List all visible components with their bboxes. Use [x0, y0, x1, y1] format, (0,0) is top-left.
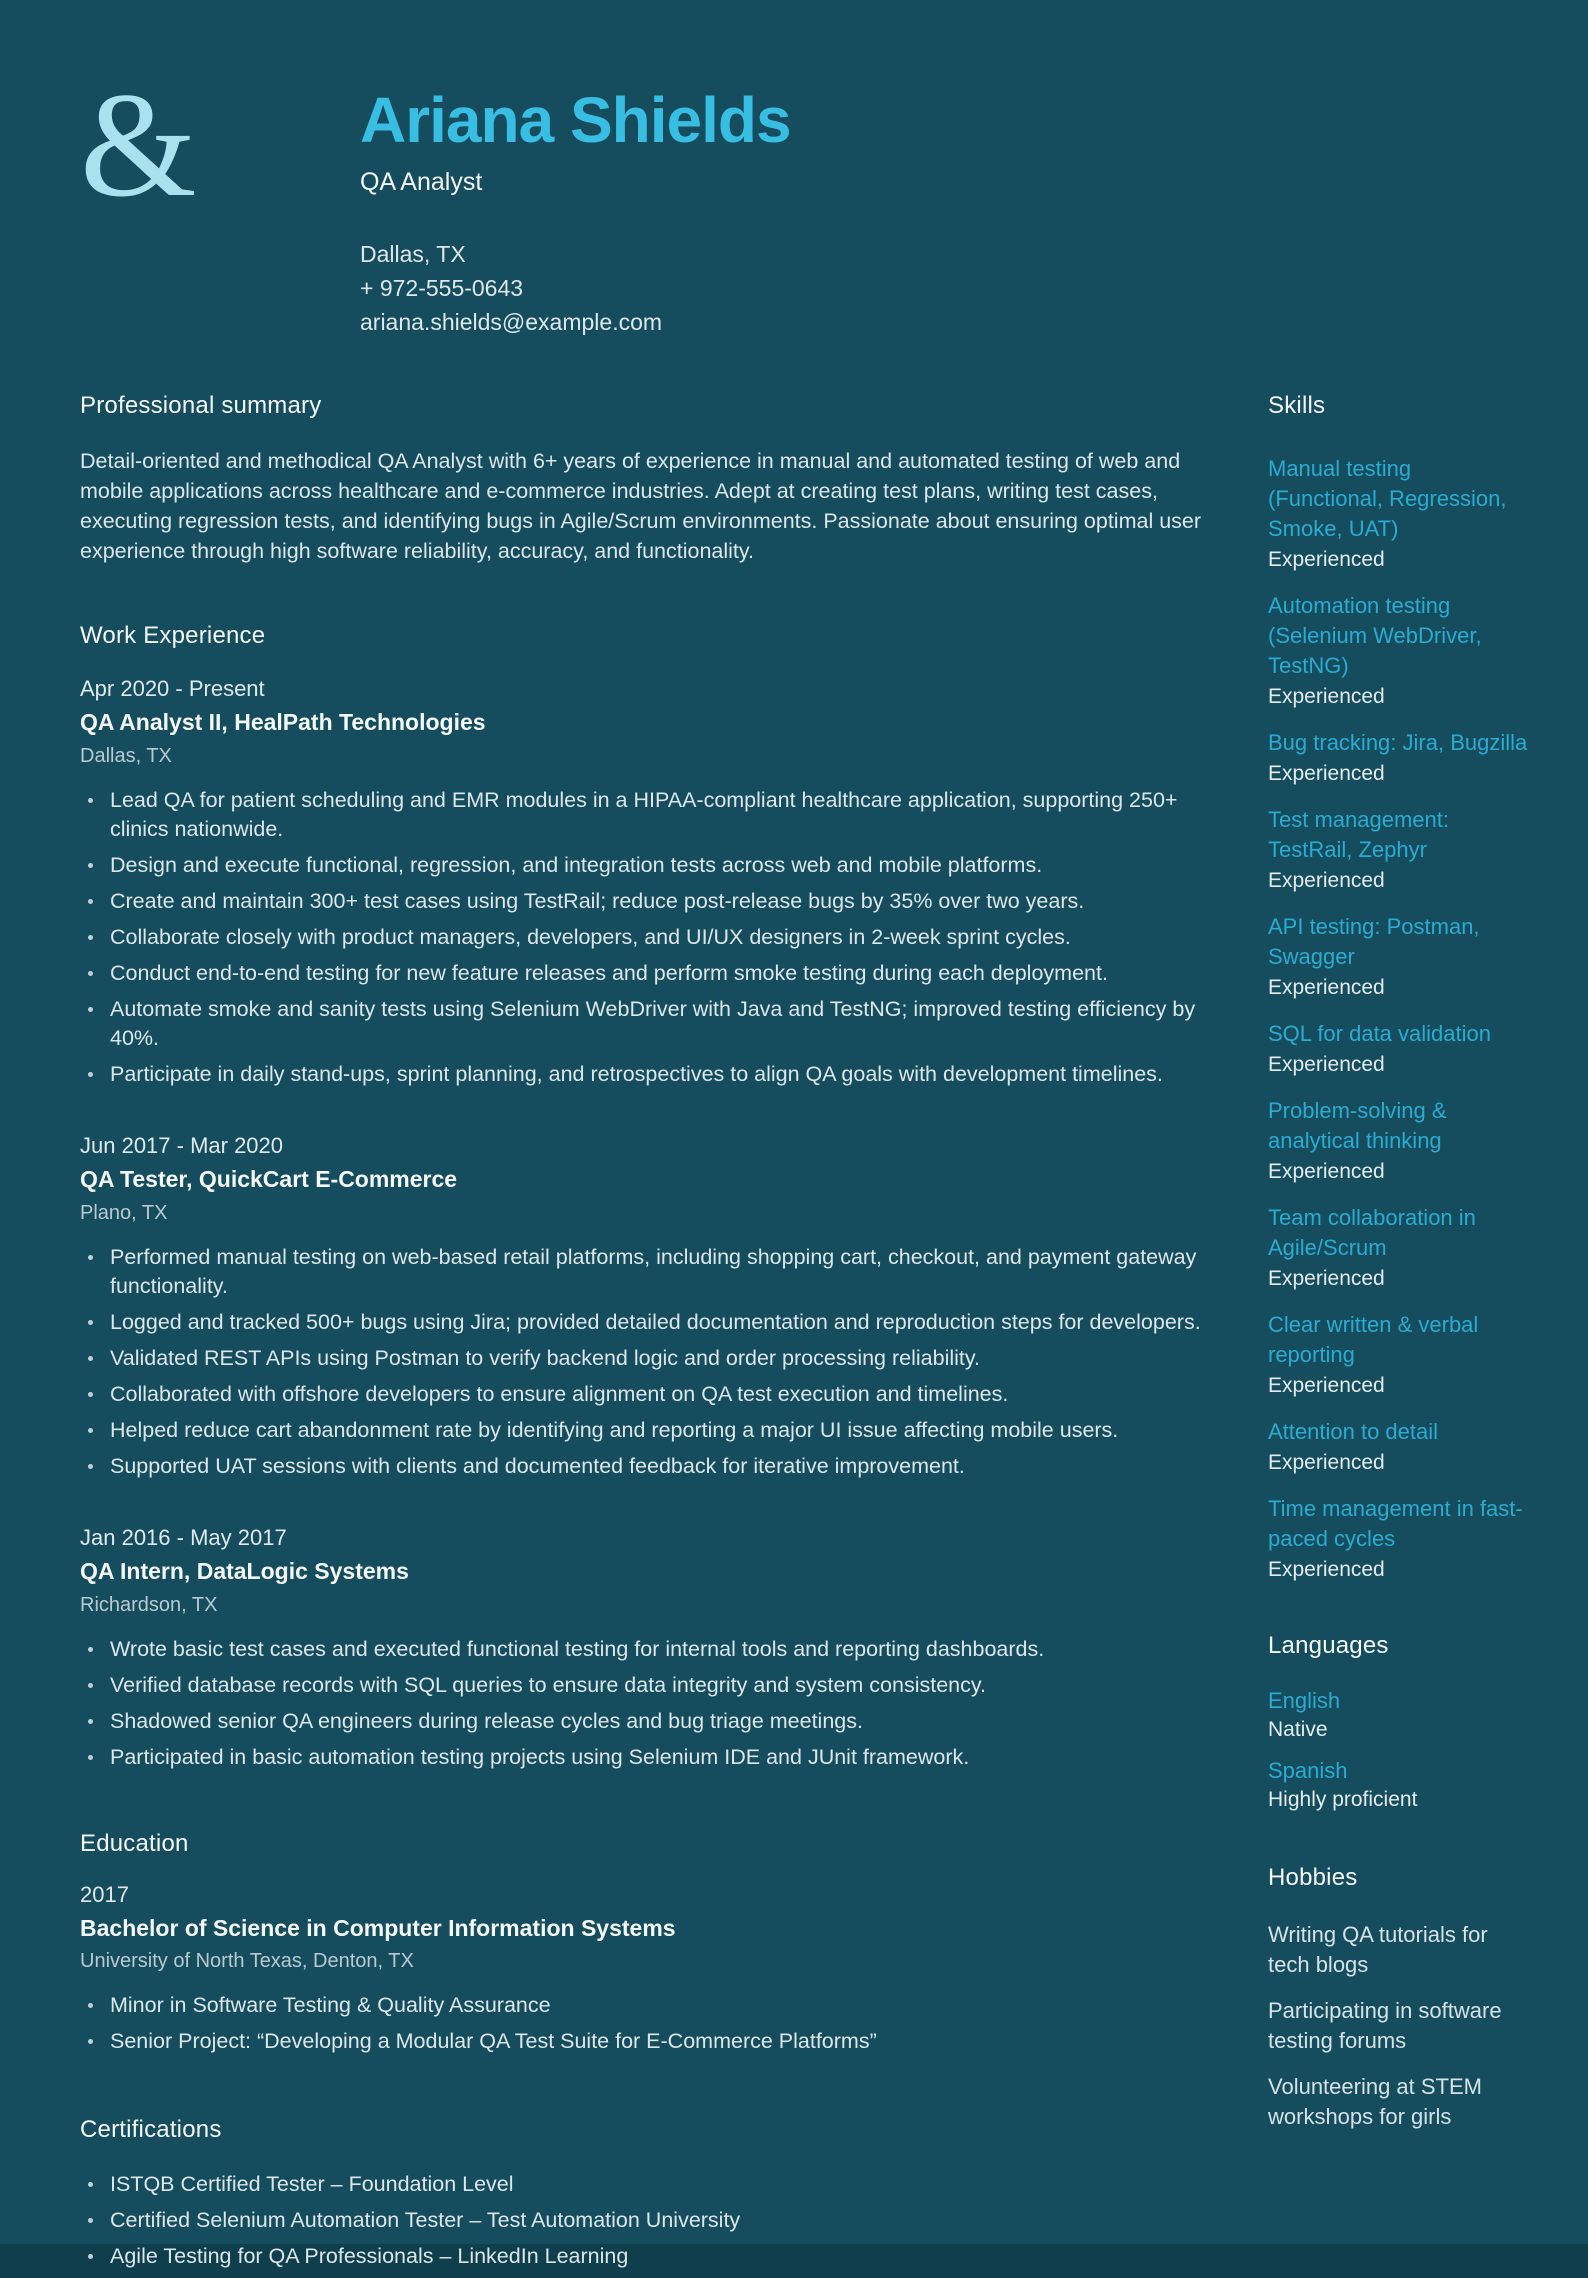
person-name: Ariana Shields — [360, 84, 791, 156]
job-bullet-list — [80, 1635, 1230, 1772]
section-heading-languages: Languages — [1268, 1632, 1389, 1659]
skill-level: Experienced — [1268, 548, 1385, 571]
bullet-item: ISTQB Certified Tester – Foundation Level — [80, 2170, 1230, 2199]
header-text — [360, 76, 791, 334]
education-school: University of North Texas, Denton, TX — [80, 1950, 414, 1972]
bullet-item: Agile Testing for QA Professionals – LinkedIn Learning — [80, 2242, 1230, 2271]
bullet-item: Lead QA for patient scheduling and EMR modules in a HIPAA-compliant healthcare application, supporting 250+ clinics nationwide. — [80, 786, 1230, 844]
skill-name: Automation testing (Selenium WebDriver, TestNG) — [1268, 593, 1482, 678]
skill-item — [1268, 1417, 1530, 1475]
skill-level: Experienced — [1268, 1558, 1385, 1581]
hobby-item: Participating in software testing forums — [1268, 1998, 1502, 2053]
job-location: Dallas, TX — [80, 745, 172, 767]
ampersand-logo-icon: & — [80, 62, 197, 228]
contact-phone: + 972-555-0643 — [360, 275, 524, 301]
contact-block — [360, 243, 791, 334]
language-level: Highly proficient — [1268, 1788, 1418, 1811]
contact-location: Dallas, TX — [360, 241, 466, 267]
job-title: QA Tester, QuickCart E-Commerce — [80, 1166, 458, 1192]
job-dates: Jun 2017 - Mar 2020 — [80, 1133, 284, 1158]
skill-name: Bug tracking: Jira, Bugzilla — [1268, 730, 1528, 755]
skill-item — [1268, 912, 1530, 1000]
logo-column — [80, 62, 360, 228]
job-dates: Jan 2016 - May 2017 — [80, 1525, 287, 1550]
skill-name: Team collaboration in Agile/Scrum — [1268, 1205, 1476, 1260]
skill-name: SQL for data validation — [1268, 1021, 1491, 1046]
skill-name: Time management in fast-paced cycles — [1268, 1496, 1523, 1551]
bullet-item: Performed manual testing on web-based retail platforms, including shopping cart, checkout, and payment gateway functionality. — [80, 1243, 1230, 1301]
job-bullet-list — [80, 786, 1230, 1089]
summary-text: Detail-oriented and methodical QA Analyst with 6+ years of experience in manual and automated testing of web and mobile applications across healthcare and e-commerce industries. Adept at creating test plans, writing test cases, executing regression tests, and identifying bugs in Agile/Scrum environments. Passionate about ensuring optimal user experience through high software reliability, accuracy, and functionality. — [80, 449, 1202, 563]
bullet-item: Minor in Software Testing & Quality Assurance — [80, 1991, 1230, 2020]
language-level: Native — [1268, 1718, 1328, 1741]
skill-name: Test management: TestRail, Zephyr — [1268, 807, 1449, 862]
skill-name: Problem-solving & analytical thinking — [1268, 1098, 1447, 1153]
skill-level: Experienced — [1268, 1160, 1385, 1183]
skill-item — [1268, 1203, 1530, 1291]
hobby-list — [1268, 1920, 1530, 2132]
skill-level: Experienced — [1268, 976, 1385, 999]
skill-level: Experienced — [1268, 762, 1385, 785]
job-entry — [80, 1133, 1230, 1481]
skill-name: Attention to detail — [1268, 1419, 1439, 1444]
section-heading-summary: Professional summary — [80, 392, 322, 419]
bullet-item: Validated REST APIs using Postman to verify backend logic and order processing reliability. — [80, 1344, 1230, 1373]
skill-level: Experienced — [1268, 685, 1385, 708]
skill-level: Experienced — [1268, 1451, 1385, 1474]
bullet-item: Design and execute functional, regression, and integration tests across web and mobile platforms. — [80, 851, 1230, 880]
skill-item — [1268, 1494, 1530, 1582]
job-bullet-list — [80, 1243, 1230, 1481]
job-entry — [80, 1525, 1230, 1772]
bullet-item: Conduct end-to-end testing for new feature releases and perform smoke testing during each deployment. — [80, 959, 1230, 988]
header — [80, 62, 1530, 335]
skill-level: Experienced — [1268, 1053, 1385, 1076]
certifications-bullet-list — [80, 2170, 1230, 2271]
language-name: Spanish — [1268, 1758, 1348, 1783]
bullet-item: Automate smoke and sanity tests using Selenium WebDriver with Java and TestNG; improved testing efficiency by 40%. — [80, 995, 1230, 1053]
bullet-item: Certified Selenium Automation Tester – Test Automation University — [80, 2206, 1230, 2235]
bullet-item: Wrote basic test cases and executed functional testing for internal tools and reporting dashboards. — [80, 1635, 1230, 1664]
language-list — [1268, 1688, 1530, 1812]
job-title: QA Intern, DataLogic Systems — [80, 1558, 409, 1584]
skill-item — [1268, 1096, 1530, 1184]
hobby-item: Writing QA tutorials for tech blogs — [1268, 1922, 1488, 1977]
contact-email: ariana.shields@example.com — [360, 309, 663, 335]
section-heading-education: Education — [80, 1830, 189, 1857]
section-heading-work: Work Experience — [80, 622, 266, 649]
skill-item — [1268, 1019, 1530, 1077]
skill-name: API testing: Postman, Swagger — [1268, 914, 1480, 969]
skill-level: Experienced — [1268, 869, 1385, 892]
skill-list — [1268, 454, 1530, 1582]
bullet-item: Create and maintain 300+ test cases using TestRail; reduce post-release bugs by 35% over two years. — [80, 887, 1230, 916]
hobby-item: Volunteering at STEM workshops for girls — [1268, 2074, 1483, 2129]
bullet-item: Supported UAT sessions with clients and documented feedback for iterative improvement. — [80, 1452, 1230, 1481]
skill-item — [1268, 454, 1530, 572]
language-name: English — [1268, 1688, 1341, 1713]
main-column — [80, 392, 1230, 2278]
bullet-item: Collaborate closely with product managers, developers, and UI/UX designers in 2-week sprint cycles. — [80, 923, 1230, 952]
education-year: 2017 — [80, 1882, 129, 1907]
job-entry — [80, 676, 1230, 1089]
education-bullet-list — [80, 1991, 1230, 2056]
bullet-item: Senior Project: “Developing a Modular QA Test Suite for E-Commerce Platforms” — [80, 2027, 1230, 2056]
bullet-item: Logged and tracked 500+ bugs using Jira; provided detailed documentation and reproduction steps for developers. — [80, 1308, 1230, 1337]
bullet-item: Participate in daily stand-ups, sprint planning, and retrospectives to align QA goals with development timelines. — [80, 1060, 1230, 1089]
skill-name: Clear written & verbal reporting — [1268, 1312, 1479, 1367]
job-title: QA Analyst II, HealPath Technologies — [80, 709, 486, 735]
skill-item — [1268, 1310, 1530, 1398]
skill-item — [1268, 728, 1530, 786]
sidebar — [1268, 392, 1530, 2278]
bullet-item: Verified database records with SQL queries to ensure data integrity and system consistency. — [80, 1671, 1230, 1700]
skill-level: Experienced — [1268, 1267, 1385, 1290]
job-location: Richardson, TX — [80, 1594, 218, 1616]
skill-level: Experienced — [1268, 1374, 1385, 1397]
bullet-item: Helped reduce cart abandonment rate by identifying and reporting a major UI issue affecting mobile users. — [80, 1416, 1230, 1445]
education-degree: Bachelor of Science in Computer Information Systems — [80, 1915, 676, 1941]
language-item — [1268, 1758, 1530, 1812]
section-heading-hobbies: Hobbies — [1268, 1864, 1358, 1891]
skill-name: Manual testing (Functional, Regression, Smoke, UAT) — [1268, 456, 1507, 541]
language-item — [1268, 1688, 1530, 1742]
bullet-item: Collaborated with offshore developers to ensure alignment on QA test execution and timelines. — [80, 1380, 1230, 1409]
bullet-item: Participated in basic automation testing projects using Selenium IDE and JUnit framework. — [80, 1743, 1230, 1772]
skill-item — [1268, 805, 1530, 893]
skill-item — [1268, 591, 1530, 709]
job-dates: Apr 2020 - Present — [80, 676, 265, 701]
content-columns — [80, 392, 1530, 2278]
bullet-item: Shadowed senior QA engineers during release cycles and bug triage meetings. — [80, 1707, 1230, 1736]
section-heading-skills: Skills — [1268, 392, 1326, 419]
section-heading-certifications: Certifications — [80, 2116, 222, 2143]
job-location: Plano, TX — [80, 1202, 168, 1224]
person-job-title: QA Analyst — [360, 168, 483, 196]
